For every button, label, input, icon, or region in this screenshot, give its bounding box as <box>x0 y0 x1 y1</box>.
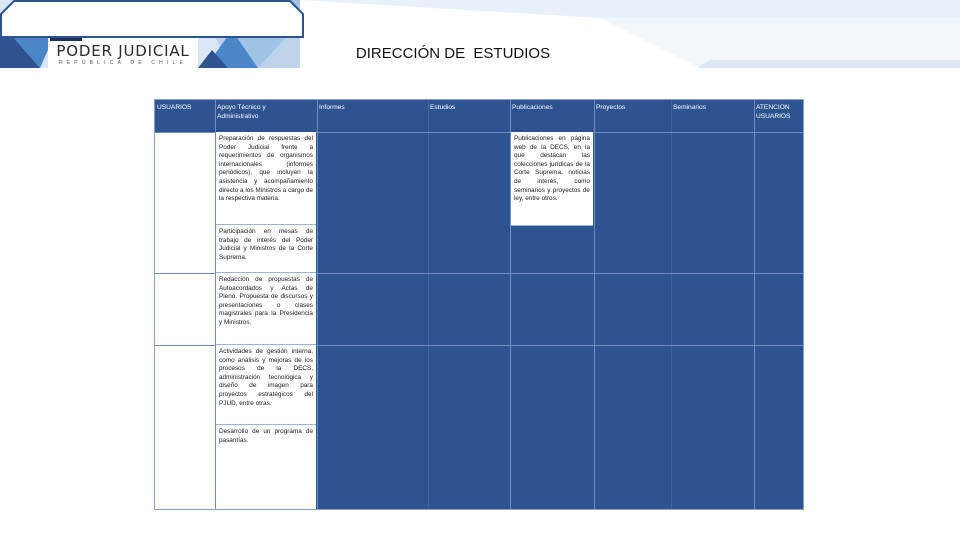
header-banner <box>0 0 960 70</box>
column-divider <box>754 100 755 509</box>
header-informes: Informes <box>319 104 345 111</box>
apoyo-item: Participación en mesas de trabajo de interés del Poder Judicial y Ministros de la Corte Suprema. <box>219 228 313 261</box>
header-usuarios: USUARIOS <box>157 104 192 111</box>
apoyo-item: Preparación de respuestas del Poder Judicial frente a requerimientos de organismos internacionales (informes periódicos), que incluyen la asistencia y acompañamiento directo a los Ministros a cargo de la respectiva materia. <box>219 135 313 203</box>
header-proyectos: Proyectos <box>596 104 626 111</box>
publicaciones-item: Publicaciones en página web de la DECS, en la que destacan las colecciones jurídicas de la Corte Suprema, noticias de interés, como seminarios y proyectos de ley, entre otros. <box>514 135 590 203</box>
title-tab <box>0 0 304 38</box>
org-subtitle: REPÚBLICA DE CHILE <box>58 60 188 66</box>
header-atencion-usuarios: ATENCION USUARIOS <box>756 104 791 120</box>
apoyo-cell <box>216 225 316 273</box>
header-apoyo: Apoyo Técnico y Administrativo <box>217 104 266 120</box>
usuarios-column <box>155 132 216 509</box>
apoyo-item: Redacción de propuestas de Autoacordados y Actas de Pleno. Propuesta de discursos y presentaciones o clases magistrales para la Presidencia y Ministros. <box>219 276 313 326</box>
column-divider <box>594 100 595 509</box>
column-divider <box>428 100 429 509</box>
apoyo-cell <box>216 425 316 509</box>
apoyo-cell <box>216 345 316 425</box>
apoyo-cell <box>216 132 316 225</box>
publicaciones-cell <box>511 132 593 226</box>
apoyo-item: Actividades de gestión interna, como análisis y mejoras de los procesos de la DECS, administración tecnológica y diseño de imagen para proyectos estratégicos del PJUD, entre otras. <box>219 348 313 407</box>
header-estudios: Estudios <box>430 104 456 111</box>
apoyo-cell <box>216 273 316 345</box>
org-name: PODER JUDICIAL <box>56 42 190 60</box>
functions-table <box>154 99 804 510</box>
column-divider <box>671 100 672 509</box>
header-publicaciones: Publicaciones <box>512 104 553 111</box>
page-title: DIRECCIÓN DE ESTUDIOS <box>355 45 551 62</box>
column-divider <box>317 100 318 509</box>
apoyo-item: Desarrollo de un programa de pasantías. <box>219 428 313 444</box>
header-seminarios: Seminarios <box>673 104 706 111</box>
